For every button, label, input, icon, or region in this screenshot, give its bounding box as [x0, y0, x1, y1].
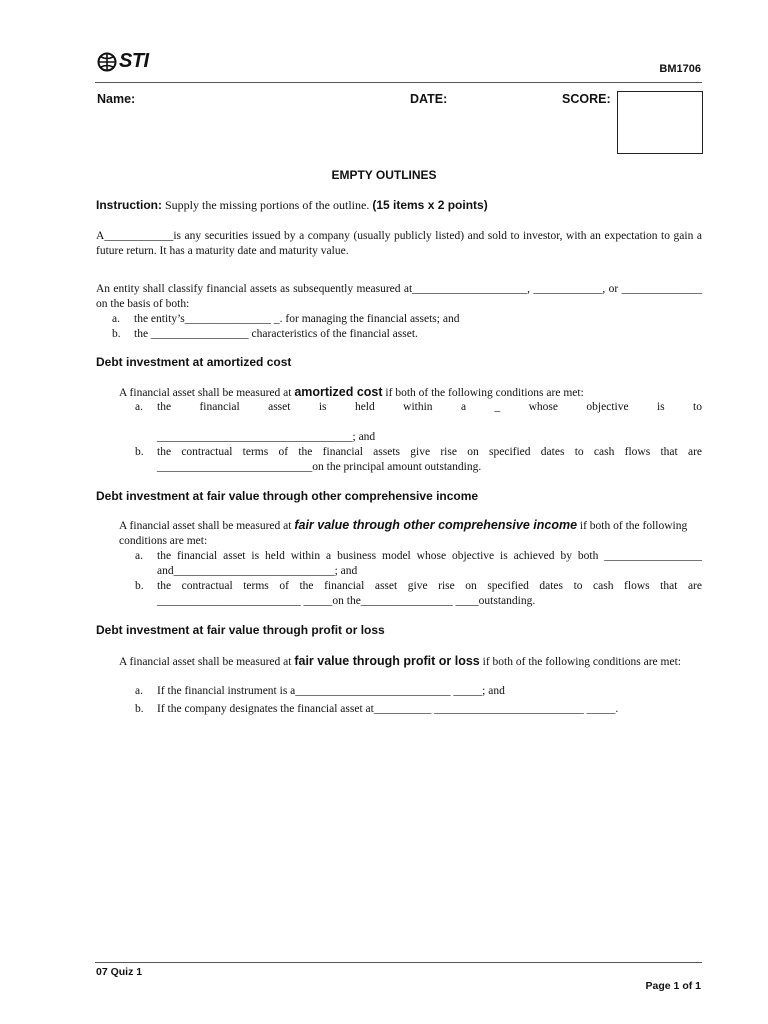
list-item: [135, 400, 702, 415]
lead-text: A financial asset shall be measured at: [119, 656, 295, 668]
lead-tail: if both of the following conditions are met:: [479, 656, 681, 668]
list-item: [135, 684, 702, 699]
list-marker: b.: [135, 446, 144, 458]
definition-text: is any securities issued by a company (usually publicly listed) and sold to investor, with an expectation to gain a future return. It has a maturity date and maturity value.: [96, 230, 702, 257]
instruction: [96, 198, 702, 213]
section-list: [135, 684, 702, 717]
list-marker: a.: [135, 685, 143, 697]
instruction-points: (15 items x 2 points): [372, 198, 488, 212]
footer-left: 07 Quiz 1: [96, 966, 143, 978]
classification-list: [112, 312, 702, 342]
footer-rule: [95, 962, 702, 963]
list-marker: b.: [135, 703, 144, 715]
instruction-text: Supply the missing portions of the outline.: [162, 198, 373, 212]
list-text: If the company designates the financial asset at__________ __________________________ _____.: [157, 703, 619, 715]
score-box: [617, 91, 703, 154]
list-item: [135, 702, 702, 717]
section-lead: [119, 654, 702, 670]
name-label: Name:: [97, 92, 136, 106]
lead-text: A financial asset shall be measured at: [119, 387, 295, 399]
emphasis-text: fair value through other comprehensive income: [294, 518, 578, 532]
list-text: the entity’s_______________ _. for managing the financial assets; and: [134, 313, 460, 325]
lead-tail: if both of the following conditions are met:: [382, 387, 584, 399]
lead-tail: if both of the following conditions are met:: [119, 520, 688, 547]
lead-text: A financial asset shall be measured at: [119, 520, 295, 532]
list-marker: a.: [135, 401, 143, 413]
definition-paragraph: [96, 229, 702, 259]
list-text: the financial asset is held within a business model whose objective is achieved by both _________________ and____________________________; and: [157, 550, 702, 577]
section-heading-fvpl: Debt investment at fair value through profit or loss: [96, 623, 385, 637]
score-label: SCORE:: [562, 92, 611, 106]
instruction-label: Instruction:: [96, 198, 162, 212]
list-text: If the financial instrument is a___________________________ _____; and: [157, 685, 505, 697]
classification-paragraph: An entity shall classify financial assets as subsequently measured at____________________, ____________, or ______________ on the basis of both:: [96, 283, 702, 310]
list-marker: a.: [135, 550, 143, 562]
list-item-continued: [135, 430, 702, 445]
document-code: BM1706: [659, 63, 701, 75]
list-text: __________________________________; and: [157, 431, 376, 443]
definition-blank: ____________: [104, 230, 174, 242]
list-item: [112, 327, 702, 342]
section-heading-fvoci: Debt investment at fair value through other comprehensive income: [96, 489, 479, 503]
list-item: [135, 579, 702, 609]
page-number: Page 1 of 1: [645, 980, 701, 992]
list-marker: b.: [112, 328, 121, 340]
emphasis-text: fair value through profit or loss: [294, 654, 480, 668]
emphasis-text: amortized cost: [294, 385, 383, 399]
list-item: [112, 312, 702, 327]
date-label: DATE:: [410, 92, 448, 106]
page-title: EMPTY OUTLINES: [331, 168, 437, 182]
section-list: [135, 549, 702, 609]
header-rule: [95, 82, 702, 83]
section-lead: [119, 518, 702, 549]
list-item: [135, 445, 702, 475]
logo-text: STI: [119, 50, 149, 72]
list-marker: a.: [112, 313, 120, 325]
list-text: the _________________ characteristics of the financial asset.: [134, 328, 418, 340]
list-marker: b.: [135, 580, 144, 592]
section-heading-amortized-cost: Debt investment at amortized cost: [96, 355, 292, 369]
sti-logo: [97, 50, 149, 73]
list-text: the financial asset is held within a _ whose objective is to: [157, 401, 702, 413]
definition-a: A: [96, 230, 105, 242]
section-lead: [119, 385, 702, 401]
globe-icon: [97, 52, 117, 72]
list-text: the contractual terms of the financial assets give rise on specified dates to cash flows that are ___________________________on the principal amount outstanding.: [157, 446, 702, 473]
section-list: [135, 400, 702, 475]
list-text: the contractual terms of the financial asset give rise on specified dates to cash flows that are _________________________ _____on the________________ ____outstanding.: [157, 580, 702, 607]
list-item: [135, 549, 702, 579]
